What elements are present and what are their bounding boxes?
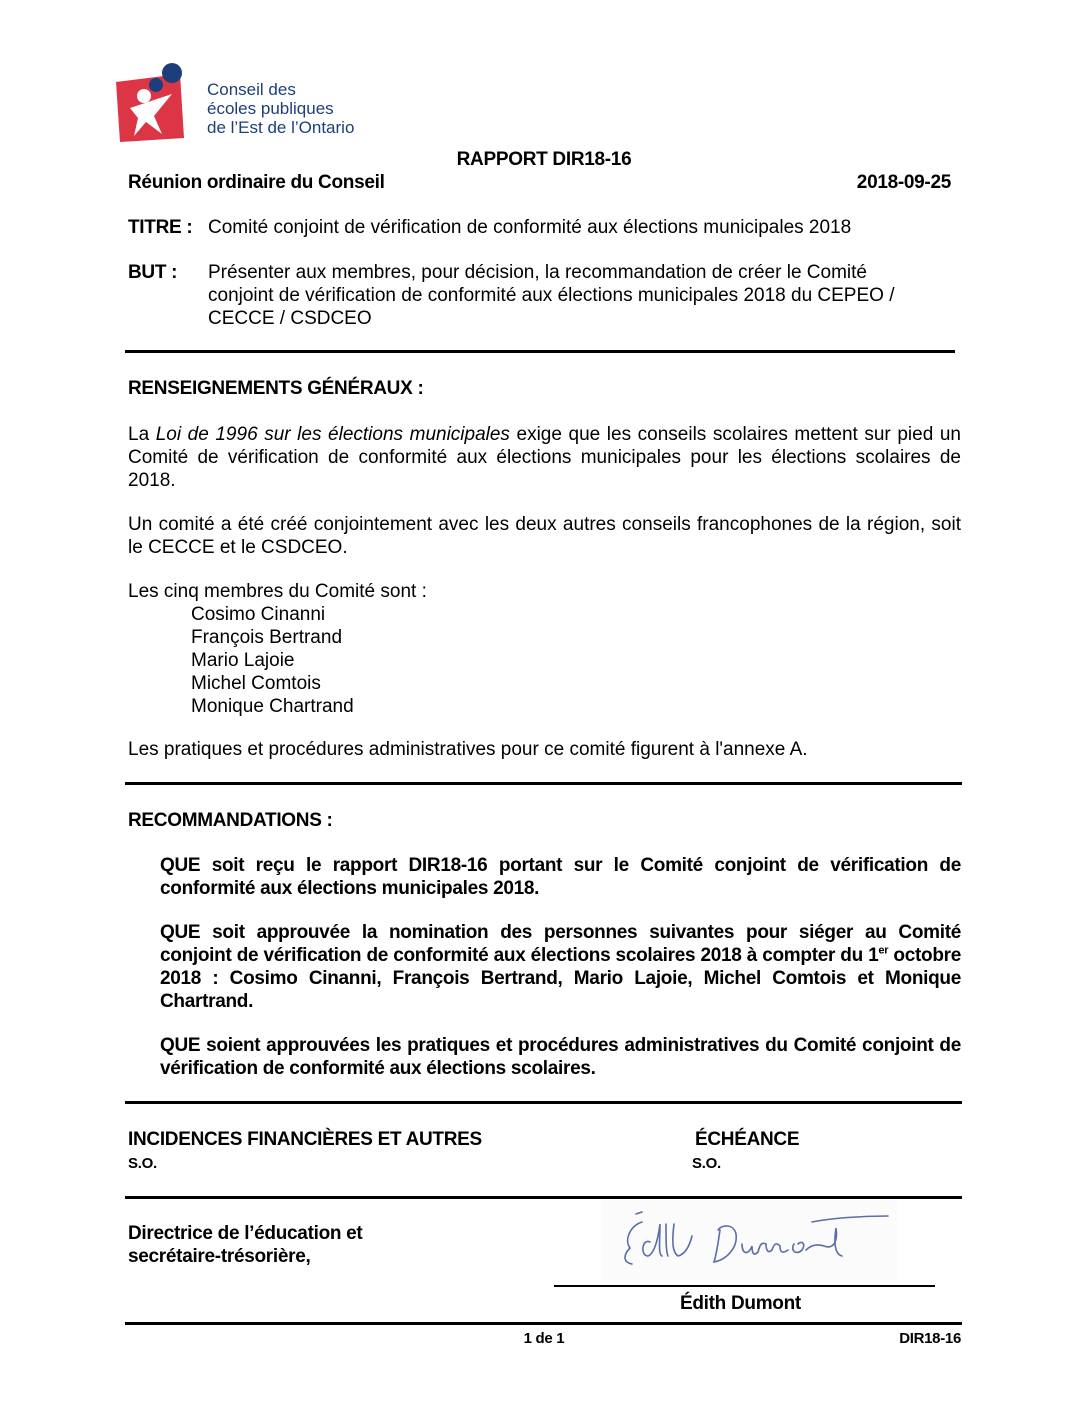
- logo: [112, 60, 192, 145]
- member-item: François Bertrand: [191, 627, 343, 648]
- recommandation-1: QUE soit reçu le rapport DIR18-16 portant sur le Comité conjoint de vérification de conformité aux élections municipales 2018.: [160, 855, 961, 899]
- echeance-value: S.O.: [692, 1155, 721, 1172]
- but-line: Présenter aux membres, pour décision, la recommandation de créer le Comité: [208, 262, 867, 283]
- echeance-heading: ÉCHÉANCE: [695, 1129, 800, 1150]
- org-line: écoles publiques: [207, 99, 334, 118]
- recommandation-2: QUE soit approuvée la nomination des personnes suivantes pour siéger au Comité conjoint de vérification de conformité aux élections scolaires 2018 à compter du 1er octobre 2018 : Cosimo Cinanni, François Bertrand, Mario Lajoie, Michel Comtois et Monique Chartrand.: [160, 922, 961, 1012]
- report-title: RAPPORT DIR18-16: [456, 149, 632, 170]
- member-item: Monique Chartrand: [191, 696, 354, 717]
- divider: [125, 1196, 962, 1199]
- logo-mark-icon: [112, 60, 192, 145]
- titre-text: Comité conjoint de vérification de conformité aux élections municipales 2018: [208, 217, 852, 238]
- renseignements-heading: RENSEIGNEMENTS GÉNÉRAUX :: [128, 378, 424, 399]
- signatory-role: [128, 1222, 362, 1268]
- divider: [125, 782, 962, 785]
- titre-label: TITRE :: [128, 217, 193, 238]
- but-text: [208, 261, 895, 330]
- role-line: secrétaire-trésorière,: [128, 1246, 311, 1267]
- page-number: 1 de 1: [523, 1330, 565, 1347]
- but-label: BUT :: [128, 262, 178, 283]
- members-intro: Les cinq membres du Comité sont :: [128, 581, 427, 602]
- but-line: CECCE / CSDCEO: [208, 308, 372, 329]
- org-line: de l’Est de l’Ontario: [207, 118, 355, 137]
- recommandation-3: QUE soient approuvées les pratiques et procédures administratives du Comité conjoint de vérification de conformité aux élections scolaires.: [160, 1035, 961, 1079]
- divider: [125, 1101, 962, 1104]
- law-title: Loi de 1996 sur les élections municipales: [155, 424, 510, 445]
- signatory-name: Édith Dumont: [680, 1293, 801, 1314]
- org-line: Conseil des: [207, 80, 296, 99]
- footer-divider: [125, 1322, 962, 1325]
- member-item: Mario Lajoie: [191, 650, 295, 671]
- renseignements-paragraph-1: La Loi de 1996 sur les élections municipales exige que les conseils scolaires mettent sur pied un Comité de vérification de conformité aux élections municipales pour les élections scolaires de 2018.: [128, 424, 961, 491]
- member-item: Cosimo Cinanni: [191, 604, 326, 625]
- handwritten-signature-icon: [602, 1200, 898, 1280]
- incidences-value: S.O.: [128, 1155, 157, 1172]
- recommandations-heading: RECOMMANDATIONS :: [128, 810, 333, 831]
- meeting-date: 2018-09-25: [856, 172, 951, 193]
- renseignements-paragraph-2: Un comité a été créé conjointement avec les deux autres conseils francophones de la région, soit le CECCE et le CSDCEO.: [128, 514, 961, 558]
- signature-image: [602, 1200, 898, 1280]
- renseignements-paragraph-3: Les pratiques et procédures administratives pour ce comité figurent à l'annexe A.: [128, 739, 808, 760]
- member-item: Michel Comtois: [191, 673, 321, 694]
- role-line: Directrice de l’éducation et: [128, 1223, 363, 1244]
- organization-name: [207, 80, 354, 137]
- meeting-label: Réunion ordinaire du Conseil: [128, 172, 385, 193]
- incidences-heading: INCIDENCES FINANCIÈRES ET AUTRES: [128, 1129, 482, 1150]
- but-line: conjoint de vérification de conformité aux élections municipales 2018 du CEPEO /: [208, 285, 895, 306]
- footer-doc-id: DIR18-16: [899, 1330, 961, 1347]
- members-list: [191, 603, 354, 718]
- divider: [125, 350, 955, 353]
- signature-line: [554, 1285, 935, 1287]
